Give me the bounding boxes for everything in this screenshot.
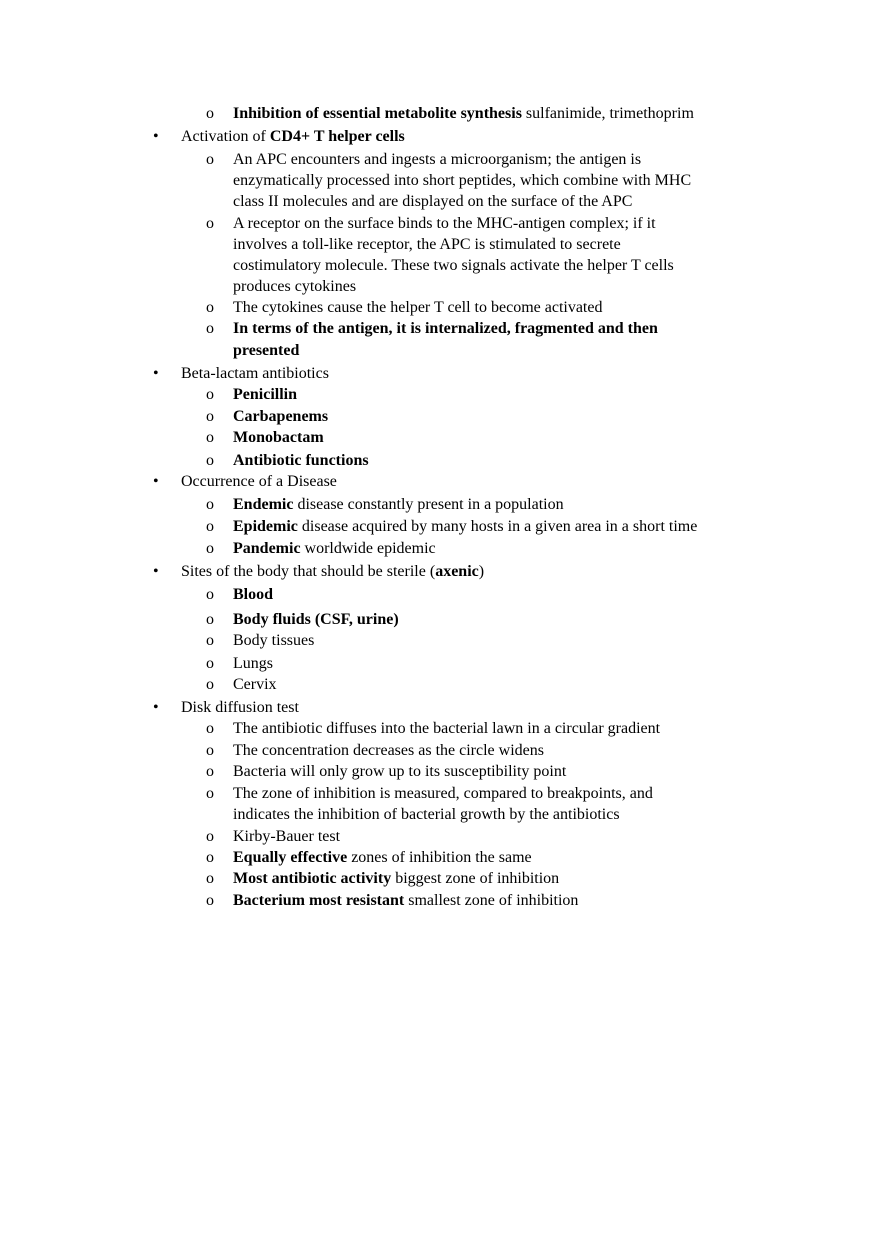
sub-bullet-marker: o [206, 320, 214, 337]
sub-item [233, 494, 564, 515]
bold-text: Epidemic [233, 518, 298, 535]
bullet-item [181, 363, 329, 384]
item-text: produces cytokines [233, 278, 357, 295]
item-text: worldwide epidemic [300, 540, 436, 557]
item-text: The concentration decreases as the circle widens [233, 742, 544, 759]
bullet-marker: • [153, 365, 159, 382]
sub-bullet-marker: o [206, 299, 214, 316]
sub-item [233, 653, 273, 674]
bold-text: Pandemic [233, 540, 301, 557]
sub-item [233, 890, 578, 911]
list-item-line [233, 783, 653, 804]
item-text: disease acquired by many hosts in a given area in a short time [297, 518, 698, 535]
list-item-line [233, 234, 621, 255]
bold-text: Equally effective [233, 849, 348, 866]
sub-bullet-marker: o [206, 655, 214, 672]
item-text: Disk diffusion test [181, 699, 299, 716]
sub-bullet-marker: o [206, 870, 214, 887]
sub-bullet-marker: o [206, 611, 214, 628]
sub-bullet-marker: o [206, 720, 214, 737]
item-text: smallest zone of inhibition [404, 892, 579, 909]
bold-text: CD4+ T helper cells [269, 128, 405, 145]
sub-bullet-marker: o [206, 676, 214, 693]
item-text: sulfanimide, trimethoprim [521, 105, 694, 122]
item-text: enzymatically processed into short peptides, which combine with MHC [233, 172, 692, 189]
sub-item [233, 450, 369, 471]
sub-item [233, 384, 297, 405]
bold-text: axenic [435, 563, 479, 580]
bullet-item [181, 697, 299, 718]
sub-bullet-marker: o [206, 408, 214, 425]
bold-text: Penicillin [233, 386, 297, 403]
sub-bullet-marker: o [206, 828, 214, 845]
sub-item [233, 406, 328, 427]
item-text: A receptor on the surface binds to the MHC-antigen complex; if it [233, 215, 656, 232]
sub-bullet-marker: o [206, 105, 214, 122]
sub-item [233, 740, 544, 761]
sub-bullet-marker: o [206, 785, 214, 802]
bold-text: Bacterium most resistant [233, 892, 405, 909]
sub-item [233, 868, 559, 889]
sub-bullet-marker: o [206, 540, 214, 557]
item-text: Cervix [233, 676, 277, 693]
list-item-line [233, 318, 658, 339]
bold-text: Inhibition of essential metabolite synthesis [233, 105, 522, 122]
sub-bullet-marker: o [206, 151, 214, 168]
bold-text: Blood [233, 586, 274, 603]
bold-text: Endemic [233, 496, 294, 513]
bullet-item [181, 471, 337, 492]
item-text: ) [478, 563, 485, 580]
item-text: indicates the inhibition of bacterial growth by the antibiotics [233, 806, 620, 823]
sub-bullet-marker: o [206, 763, 214, 780]
sub-bullet-marker: o [206, 518, 214, 535]
item-text: Activation of [181, 128, 270, 145]
item-text: Body tissues [233, 632, 315, 649]
sub-bullet-marker: o [206, 429, 214, 446]
sub-bullet-marker: o [206, 586, 214, 603]
list-item-line [233, 340, 299, 361]
item-text: involves a toll-like receptor, the APC is stimulated to secrete [233, 236, 621, 253]
sub-item [233, 761, 566, 782]
bold-text: Antibiotic functions [233, 452, 369, 469]
bullet-marker: • [153, 563, 159, 580]
sub-item [233, 674, 277, 695]
item-text: Occurrence of a Disease [181, 473, 337, 490]
bullet-marker: • [153, 699, 159, 716]
list-item-line [233, 149, 641, 170]
bullet-item [181, 561, 484, 582]
bold-text: Most antibiotic activity [233, 870, 392, 887]
list-item-line [233, 213, 656, 234]
bold-text: Carbapenems [233, 408, 329, 425]
item-text: Sites of the body that should be sterile ( [181, 563, 436, 580]
sub-bullet-marker: o [206, 386, 214, 403]
sub-item [233, 847, 532, 868]
item-text: Bacteria will only grow up to its susceptibility point [233, 763, 567, 780]
bold-text: presented [233, 342, 300, 359]
sub-bullet-marker: o [206, 452, 214, 469]
item-text: An APC encounters and ingests a microorganism; the antigen is [233, 151, 642, 168]
sub-item [233, 630, 314, 651]
list-item-line [233, 170, 691, 191]
bullet-marker: • [153, 473, 159, 490]
sub-bullet-marker: o [206, 742, 214, 759]
sub-item [233, 718, 660, 739]
item-text: zones of inhibition the same [347, 849, 532, 866]
sub-item [233, 584, 273, 605]
sub-bullet-marker: o [206, 849, 214, 866]
sub-item [233, 297, 602, 318]
sub-item [233, 826, 340, 847]
list-item-line [233, 804, 620, 825]
list-item-line [233, 255, 674, 276]
sub-item [233, 538, 436, 559]
bullet-marker: • [153, 128, 159, 145]
sub-item [233, 609, 399, 630]
sub-bullet-marker: o [206, 215, 214, 232]
sub-item [233, 516, 697, 537]
bold-text: Monobactam [233, 429, 324, 446]
item-text: Lungs [233, 655, 273, 672]
sub-bullet-marker: o [206, 632, 214, 649]
sub-bullet-marker: o [206, 496, 214, 513]
item-text: Kirby-Bauer test [233, 828, 341, 845]
item-text: disease constantly present in a population [293, 496, 564, 513]
item-text: The zone of inhibition is measured, compared to breakpoints, and [233, 785, 653, 802]
sub-item [233, 427, 324, 448]
item-text: biggest zone of inhibition [391, 870, 560, 887]
item-text: The cytokines cause the helper T cell to become activated [233, 299, 603, 316]
list-item-line [233, 276, 356, 297]
sub-item [233, 103, 694, 124]
item-text: The antibiotic diffuses into the bacterial lawn in a circular gradient [233, 720, 661, 737]
bold-text: Body fluids (CSF, urine) [233, 611, 399, 628]
sub-bullet-marker: o [206, 892, 214, 909]
item-text: costimulatory molecule. These two signals activate the helper T cells [233, 257, 674, 274]
item-text: class II molecules and are displayed on the surface of the APC [233, 193, 633, 210]
list-item-line [233, 191, 632, 212]
bold-text: In terms of the antigen, it is internalized, fragmented and then [233, 320, 658, 337]
item-text: Beta-lactam antibiotics [181, 365, 329, 382]
bullet-item [181, 126, 405, 147]
